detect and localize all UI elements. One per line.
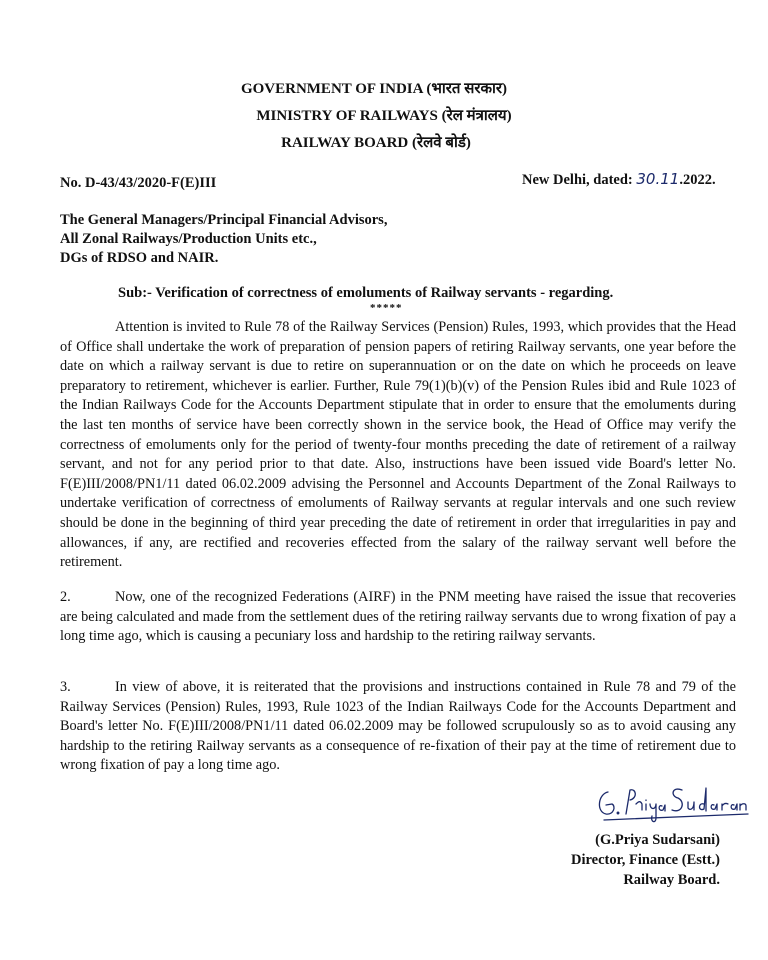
- paragraph-text: Attention is invited to Rule 78 of the Railway Services (Pension) Rules, 1993, which provides that the Head of Office shall undertake the work of preparation of pension papers of retiring Railway servants, one year before the date on which a railway servant is due to retire on superannuation or on the date on which he proceeds on leave preparatory to retirement, whichever is earlier. Further, Rule 79(1)(b)(v) of the Pension Rules ibid and Rule 1023 of the Indian Railways Code for the Accounts Department stipulate that in order to ensure that the emoluments during the last ten months of service have been correctly shown in the service book, the Head of Office may verify the correctness of emoluments only for the period of twenty-four months preceding the date of retirement of a railway servant, and not for any period prior to that date. Also, instructions have been issued vide Board's letter No. F(E)III/2008/PN1/11 dated 06.02.2009 advising the Personnel and Accounts Department of the Zonal Railways to undertake verification of correctness of emoluments of Railway servants at regular intervals and one such review should be done in the beginning of third year preceding the date of retirement in order that irregularities in pay and allowances, if any, are rectified and recoveries effected from the salary of the railway servant well before the retirement.: [60, 319, 736, 571]
- addressee-line: DGs of RDSO and NAIR.: [60, 250, 219, 266]
- header-ministry: MINISTRY OF RAILWAYS (रेल मंत्रालय): [256, 108, 512, 124]
- paragraph-2: [60, 588, 736, 647]
- addressee-block: [60, 211, 387, 268]
- header-board: RAILWAY BOARD (रेलवे बोर्ड): [281, 135, 471, 151]
- place-date: [522, 170, 716, 189]
- paragraph-text: Now, one of the recognized Federations (AIRF) in the PNM meeting have raised the issue that recoveries are being calculated and made from the settlement dues of the retiring railway servants due to wrong fixation of pay a long time ago, which is causing a pecuniary loss and hardship to the retiring railway servants.: [60, 589, 736, 645]
- signatory-office: Railway Board.: [623, 871, 720, 888]
- paragraph-3: [60, 678, 736, 776]
- signatory-designation: Director, Finance (Estt.): [571, 851, 720, 868]
- reference-number: No. D-43/43/2020-F(E)III: [60, 175, 217, 191]
- handwritten-date: 30.11: [636, 170, 680, 188]
- addressee-line: The General Managers/Principal Financial Advisors,: [60, 212, 388, 228]
- paragraph-number: 3.: [60, 679, 71, 695]
- place-date-label: New Delhi, dated:: [522, 172, 633, 188]
- date-year: .2022.: [679, 172, 716, 188]
- signature-block: [571, 831, 720, 890]
- signatory-name: (G.Priya Sudarsani): [595, 832, 720, 848]
- paragraph-number: 2.: [60, 589, 71, 605]
- addressee-line: All Zonal Railways/Production Units etc.,: [60, 231, 317, 247]
- paragraph-text: In view of above, it is reiterated that the provisions and instructions contained in Rule 78 and 79 of the Railway Services (Pension) Rules, 1993, Rule 1023 of the Indian Railways Code for the Accounts Department and Board's letter No. F(E)III/2008/PN1/11 dated 06.02.2009 may be followed scrupulously so as to avoid causing any hardship to the retiring Railway servants as a consequence of re-fixation of their pay at the time of retirement due to wrong fixation of pay a long time ago.: [60, 679, 736, 774]
- handwritten-signature: [590, 778, 750, 828]
- paragraph-1: [60, 318, 736, 573]
- separator-stars: *****: [370, 302, 403, 314]
- subject-line: Sub:- Verification of correctness of emoluments of Railway servants - regarding.: [118, 285, 614, 301]
- header-government: GOVERNMENT OF INDIA (भारत सरकार): [240, 81, 508, 97]
